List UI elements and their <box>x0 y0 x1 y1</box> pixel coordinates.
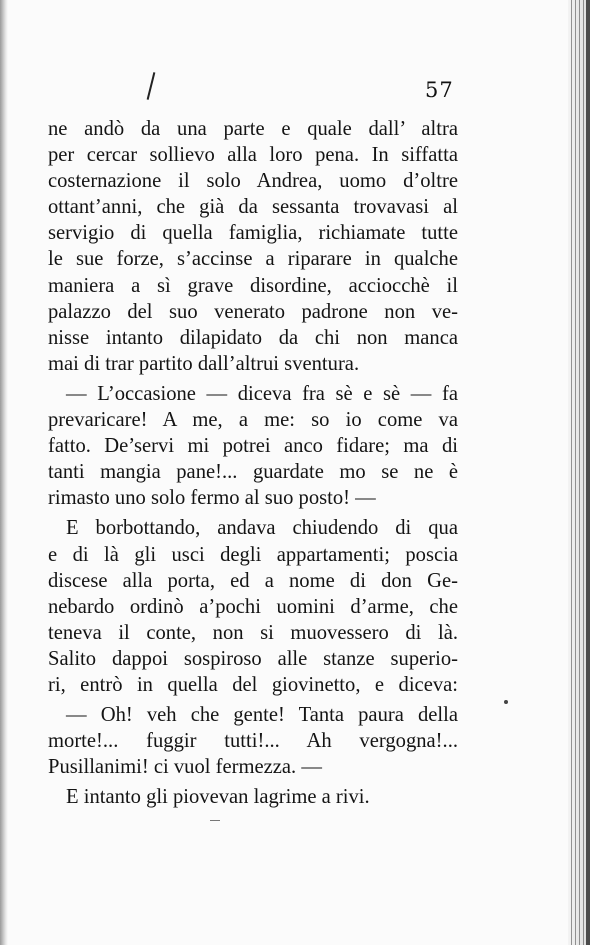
text-line: maniera a sì grave disordine, acciocchè il <box>48 274 458 297</box>
text-line: ne andò da una parte e quale dall’ altra <box>48 118 458 140</box>
text-line: le sue forze, s’accinse a riparare in qualche <box>48 248 458 271</box>
text-line: e di là gli usci degli appartamenti; poscia <box>48 543 458 566</box>
text-line: tanti mangia pane!... guardate mo se ne è <box>48 461 458 484</box>
text-line: discese alla porta, ed a nome di don Ge- <box>48 569 458 592</box>
text-line: — L’occasione — diceva fra sè e sè — fa <box>66 382 458 405</box>
body-text <box>48 116 458 810</box>
text-line: Pusillanimi! ci vuol fermezza. — <box>48 756 322 779</box>
text-line: palazzo del suo venerato padrone non ve- <box>48 300 458 323</box>
text-line: — Oh! veh che gente! Tanta paura della <box>66 704 458 727</box>
text-line: servigio di quella famiglia, richiamate tutte <box>48 222 458 245</box>
ink-smudge <box>210 820 220 821</box>
text-line: fatto. De’servi mi potrei anco fidare; ma di <box>48 435 458 458</box>
page-edge-shadow <box>586 0 590 945</box>
text-line: rimasto uno solo fermo al suo posto! — <box>48 487 376 510</box>
text-line: prevaricare! A me, a me: so io come va <box>48 409 458 432</box>
pencil-mark <box>147 72 156 100</box>
text-line: ottant’anni, che già da sessanta trovavasi al <box>48 196 458 219</box>
text-line: ri, entrò in quella del giovinetto, e diceva: <box>48 673 458 696</box>
text-line: teneva il conte, non si muovessero di là. <box>48 621 458 644</box>
text-line: per cercar sollievo alla loro pena. In siffatta <box>48 144 458 167</box>
text-line: morte!... fuggir tutti!... Ah vergogna!... <box>48 730 458 753</box>
text-line: E borbottando, andava chiudendo di qua <box>66 517 458 540</box>
binding-edge <box>0 0 8 945</box>
text-line: Salito dappoi sospiroso alle stanze superio- <box>48 647 458 670</box>
text-line: E intanto gli piovevan lagrime a rivi. <box>66 786 370 809</box>
page-number: 57 <box>425 78 454 102</box>
ink-dot <box>504 700 508 704</box>
text-line: nebardo ordinò a’pochi uomini d’arme, che <box>48 595 458 618</box>
text-line: costernazione il solo Andrea, uomo d’oltre <box>48 170 458 193</box>
text-line: mai di trar partito dall’altrui sventura. <box>48 352 360 375</box>
text-line: nisse intanto dilapidato da chi non manca <box>48 326 458 349</box>
